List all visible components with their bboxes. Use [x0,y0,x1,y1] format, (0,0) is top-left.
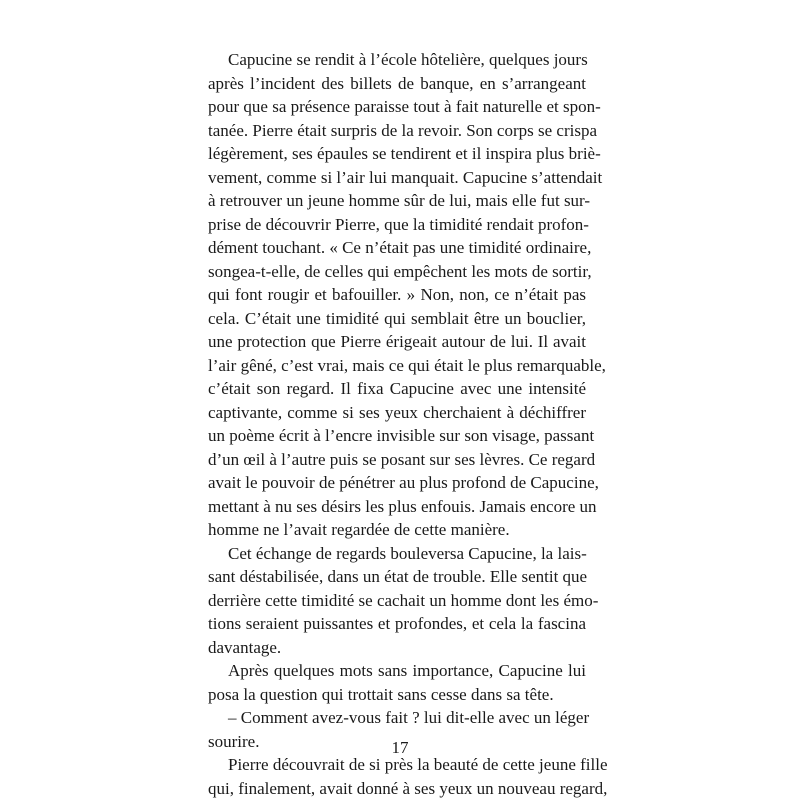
text-line: Cet échange de regards bouleversa Capucine, la lais- [228,543,587,563]
text-line: Pierre découvrait de si près la beauté de cette jeune fille [228,755,608,774]
text-line: qui, finalement, avait donné à ses yeux un nouveau regard, [208,778,608,798]
text-line: captivante, comme si ses yeux cherchaient à déchiffrer [208,402,586,422]
text-line: qui font rougir et bafouiller. » Non, non, ce n’était pas [208,285,586,304]
text-line: avait le pouvoir de pénétrer au plus profond de Capucine, [208,473,599,492]
text-line: derrière cette timidité se cachait un homme dont les émo- [208,590,599,610]
text-line: posa la question qui trottait sans cesse dans sa tête. [208,684,554,704]
page-number: 17 [391,738,409,757]
text-line: cela. C’était une timidité qui semblait être un bouclier, [208,308,586,328]
text-line: Capucine se rendit à l’école hôtelière, quelques jours [228,50,588,69]
text-line: après l’incident des billets de banque, en s’arrangeant [208,73,586,93]
text-line: vement, comme si l’air lui manquait. Capucine s’attendait [208,167,603,187]
text-line: tanée. Pierre était surpris de la revoir. Son corps se crispa [208,120,597,140]
text-line: Après quelques mots sans importance, Capucine lui [228,661,586,680]
text-line: c’était son regard. Il fixa Capucine avec une intensité [208,379,586,398]
text-line: dément touchant. « Ce n’était pas une timidité ordinaire, [208,238,592,257]
text-line: tions seraient puissantes et profondes, et cela la fascina [208,614,586,633]
text-line: davantage. [208,637,282,657]
text-line: prise de découvrir Pierre, que la timidité rendait profon- [208,214,589,234]
text-line: – Comment avez-vous fait ? lui dit-elle avec un léger [228,708,590,727]
text-line: songea-t-elle, de celles qui empêchent les mots de sortir, [208,261,592,281]
text-line: pour que sa présence paraisse tout à fait naturelle et spon- [208,97,601,116]
text-line: sant déstabilisée, dans un état de trouble. Elle sentit que [208,567,588,586]
text-line: mettant à nu ses désirs les plus enfouis. Jamais encore un [208,496,597,516]
text-line: légèrement, ses épaules se tendirent et il inspira plus briè- [208,144,601,163]
body-text [208,48,608,800]
text-line: homme ne l’avait regardée de cette manière. [208,520,510,539]
text-line: un poème écrit à l’encre invisible sur son visage, passant [208,426,595,445]
text-line: l’air gêné, c’est vrai, mais ce qui était le plus remarquable, [208,355,606,375]
text-line: d’un œil à l’autre puis se posant sur ses lèvres. Ce regard [208,449,596,469]
text-line: une protection que Pierre érigeait autour de lui. Il avait [208,332,586,351]
text-line: sourire. [208,731,260,751]
text-line: à retrouver un jeune homme sûr de lui, mais elle fut sur- [208,191,591,210]
